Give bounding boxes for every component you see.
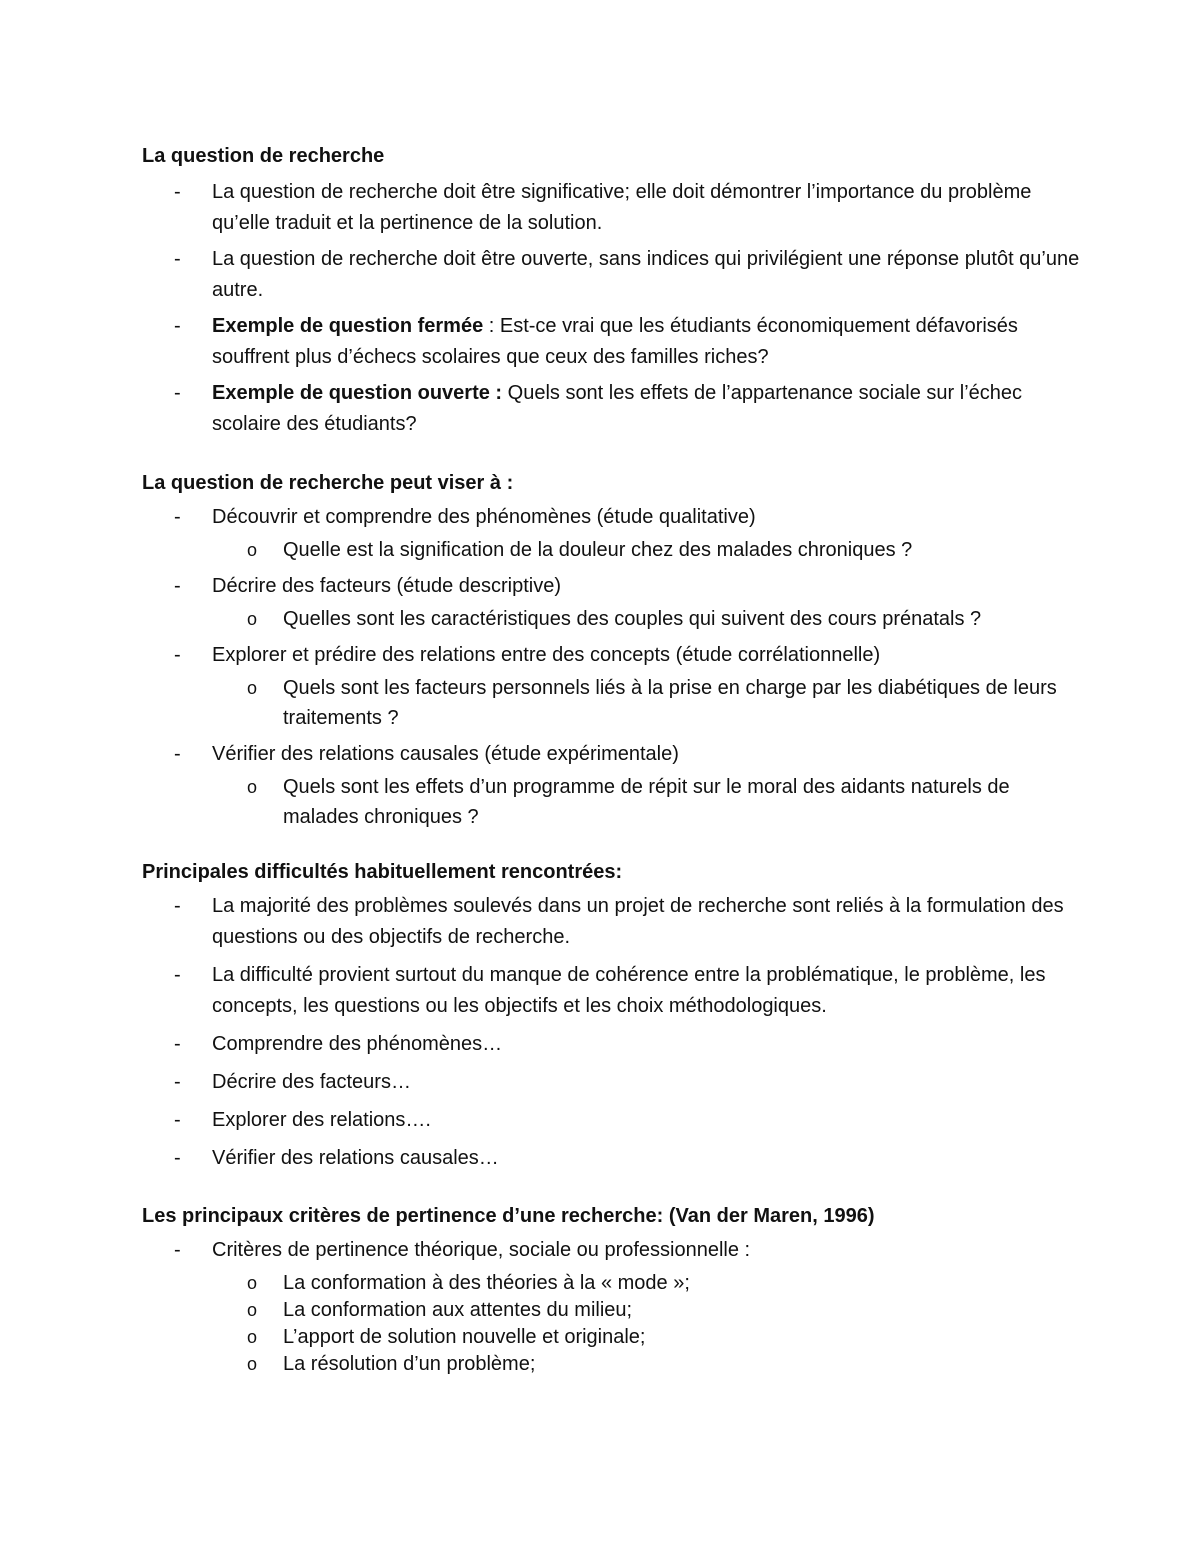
list-item-text: Comprendre des phénomènes… xyxy=(212,1033,503,1055)
circle-bullet: o xyxy=(247,609,258,629)
list-item-text: Décrire des facteurs (étude descriptive) xyxy=(212,575,562,597)
sub-list-item xyxy=(142,1295,1082,1325)
list-item xyxy=(142,571,1082,602)
section-heading: Les principaux critères de pertinence d’une recherche: (Van der Maren, 1996) xyxy=(142,1205,875,1227)
list-item-text: Vérifier des relations causales… xyxy=(212,1147,499,1169)
dash-bullet: - xyxy=(174,382,181,404)
sub-item-text: Quelle est la signification de la douleur chez des malades chroniques ? xyxy=(283,539,913,561)
dash-bullet: - xyxy=(174,895,181,917)
sub-list-item xyxy=(142,1268,1082,1298)
dash-bullet: - xyxy=(174,506,181,528)
dash-bullet: - xyxy=(174,315,181,337)
list-item xyxy=(142,960,1082,1022)
section-criteres xyxy=(142,1201,1082,1379)
circle-bullet: o xyxy=(247,1327,258,1347)
example-closed-label: Exemple de question fermée xyxy=(212,315,484,337)
list-item-text: La question de recherche doit être significative; elle doit démontrer l’importance du problème qu’elle traduit et la pertinence de la solution. xyxy=(212,181,1032,234)
section-heading: La question de recherche peut viser à : xyxy=(142,472,514,494)
section-heading: Principales difficultés habituellement rencontrées: xyxy=(142,861,623,883)
list-item-text: La majorité des problèmes soulevés dans un projet de recherche sont reliés à la formulation des questions ou des objectifs de recherche. xyxy=(212,895,1064,948)
list-item-text: Vérifier des relations causales (étude expérimentale) xyxy=(212,743,679,765)
dash-bullet: - xyxy=(174,181,181,203)
sub-list-item xyxy=(142,1349,1082,1379)
example-open-label: Exemple de question ouverte : xyxy=(212,382,503,404)
list-item xyxy=(142,1067,1082,1098)
sub-item-text: Quelles sont les caractéristiques des couples qui suivent des cours prénatals ? xyxy=(283,608,982,630)
dash-bullet: - xyxy=(174,644,181,666)
list-item xyxy=(142,177,1082,239)
section-viser xyxy=(142,468,1082,832)
dash-bullet: - xyxy=(174,1033,181,1055)
list-item xyxy=(142,502,1082,533)
example-open-text: Quels sont les effets de l’appartenance sociale sur l’échec scolaire des étudiants? xyxy=(212,382,1023,435)
sub-item-text: L’apport de solution nouvelle et originale; xyxy=(283,1326,646,1348)
list-item-text: Décrire des facteurs… xyxy=(212,1071,411,1093)
list-item-text: Critères de pertinence théorique, sociale ou professionnelle : xyxy=(212,1239,751,1261)
dash-bullet: - xyxy=(174,248,181,270)
list-item xyxy=(142,640,1082,671)
list-item-text: La difficulté provient surtout du manque de cohérence entre la problématique, le problème, les concepts, les questions ou les objectifs et les choix méthodologiques. xyxy=(212,964,1046,1017)
sub-list-item xyxy=(142,1322,1082,1352)
dash-bullet: - xyxy=(174,743,181,765)
list-item xyxy=(142,1235,1082,1266)
dash-bullet: - xyxy=(174,1071,181,1093)
sub-item-text: La résolution d’un problème; xyxy=(283,1353,536,1375)
list-item xyxy=(142,244,1082,306)
list-item xyxy=(142,1029,1082,1060)
list-item xyxy=(142,311,1082,373)
dash-bullet: - xyxy=(174,1109,181,1131)
circle-bullet: o xyxy=(247,1300,258,1320)
dash-bullet: - xyxy=(174,575,181,597)
dash-bullet: - xyxy=(174,1147,181,1169)
list-item-text: Explorer des relations…. xyxy=(212,1109,431,1131)
sub-item-text: Quels sont les facteurs personnels liés à la prise en charge par les diabétiques de leurs traitements ? xyxy=(283,677,1057,729)
dash-bullet: - xyxy=(174,964,181,986)
list-item-text: Explorer et prédire des relations entre des concepts (étude corrélationnelle) xyxy=(212,644,881,666)
section-question-de-recherche xyxy=(142,141,1082,445)
section-difficultes xyxy=(142,857,1082,1181)
sub-list-item xyxy=(142,604,1082,634)
sub-item-text: La conformation à des théories à la « mode »; xyxy=(283,1272,690,1294)
sub-item-text: Quels sont les effets d’un programme de répit sur le moral des aidants naturels de malades chroniques ? xyxy=(283,776,1010,828)
circle-bullet: o xyxy=(247,1273,258,1293)
sub-item-text: La conformation aux attentes du milieu; xyxy=(283,1299,633,1321)
section-heading: La question de recherche xyxy=(142,145,385,167)
sub-list-item xyxy=(142,673,1082,733)
list-item xyxy=(142,1143,1082,1174)
example-closed-text: : Est-ce vrai que les étudiants économiquement défavorisés souffrent plus d’échecs scolaires que ceux des familles riches? xyxy=(212,315,1018,368)
circle-bullet: o xyxy=(247,1354,258,1374)
list-item xyxy=(142,378,1082,440)
list-item xyxy=(142,1105,1082,1136)
circle-bullet: o xyxy=(247,678,258,698)
sub-list-item xyxy=(142,772,1082,832)
sub-list-item xyxy=(142,535,1082,565)
list-item-text: Découvrir et comprendre des phénomènes (étude qualitative) xyxy=(212,506,756,528)
dash-bullet: - xyxy=(174,1239,181,1261)
circle-bullet: o xyxy=(247,777,258,797)
list-item xyxy=(142,891,1082,953)
circle-bullet: o xyxy=(247,540,258,560)
list-item xyxy=(142,739,1082,770)
list-item-text: La question de recherche doit être ouverte, sans indices qui privilégient une réponse plutôt qu’une autre. xyxy=(212,248,1080,301)
